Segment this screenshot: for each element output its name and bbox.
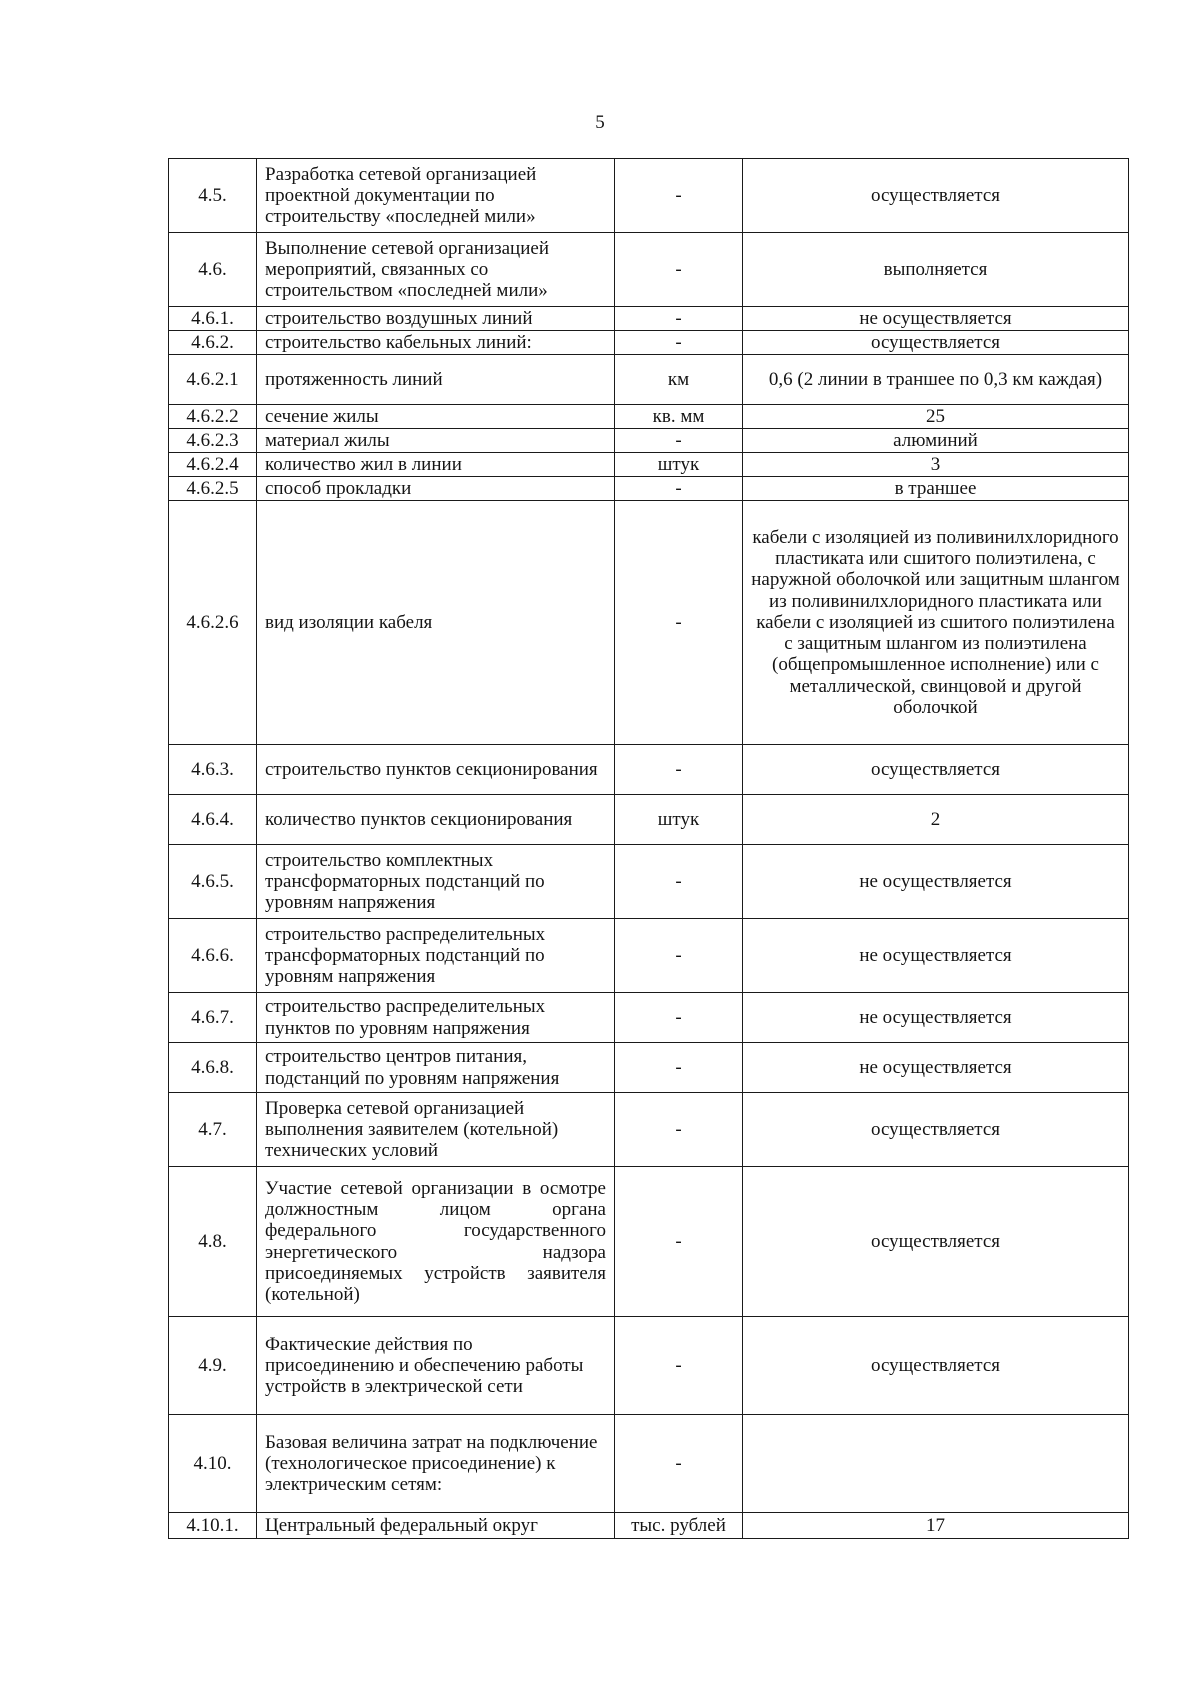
row-value: осуществляется bbox=[743, 159, 1129, 233]
row-number: 4.9. bbox=[169, 1317, 257, 1415]
page-number: 5 bbox=[595, 112, 605, 133]
row-number: 4.6.1. bbox=[169, 307, 257, 331]
row-name: строительство воздушных линий bbox=[257, 307, 615, 331]
row-number: 4.6.2.3 bbox=[169, 429, 257, 453]
row-unit: - bbox=[615, 429, 743, 453]
row-value: осуществляется bbox=[743, 1317, 1129, 1415]
row-value: 3 bbox=[743, 453, 1129, 477]
row-number: 4.6.2.4 bbox=[169, 453, 257, 477]
row-name: материал жилы bbox=[257, 429, 615, 453]
row-unit: км bbox=[615, 355, 743, 405]
table-row bbox=[169, 745, 1129, 795]
row-unit: штук bbox=[615, 453, 743, 477]
table-row bbox=[169, 1415, 1129, 1513]
row-unit: - bbox=[615, 1415, 743, 1513]
row-unit: тыс. рублей bbox=[615, 1513, 743, 1539]
row-name: протяженность линий bbox=[257, 355, 615, 405]
row-number: 4.6.2.6 bbox=[169, 501, 257, 745]
row-unit: - bbox=[615, 745, 743, 795]
table-row bbox=[169, 1167, 1129, 1317]
table-row bbox=[169, 501, 1129, 745]
row-number: 4.6. bbox=[169, 233, 257, 307]
row-value: осуществляется bbox=[743, 331, 1129, 355]
row-number: 4.6.2.1 bbox=[169, 355, 257, 405]
row-value: не осуществляется bbox=[743, 993, 1129, 1043]
table-row bbox=[169, 845, 1129, 919]
row-value: осуществляется bbox=[743, 745, 1129, 795]
row-unit: - bbox=[615, 307, 743, 331]
row-value: выполняется bbox=[743, 233, 1129, 307]
row-number: 4.7. bbox=[169, 1093, 257, 1167]
row-unit: - bbox=[615, 993, 743, 1043]
table-row bbox=[169, 1513, 1129, 1539]
row-number: 4.6.7. bbox=[169, 993, 257, 1043]
table-row bbox=[169, 233, 1129, 307]
row-name: вид изоляции кабеля bbox=[257, 501, 615, 745]
row-name: Базовая величина затрат на подключение (технологическое присоединение) к электрическим сетям: bbox=[257, 1415, 615, 1513]
row-name: строительство центров питания, подстанций по уровням напряжения bbox=[257, 1043, 615, 1093]
row-value: 17 bbox=[743, 1513, 1129, 1539]
row-name: строительство кабельных линий: bbox=[257, 331, 615, 355]
row-name: Проверка сетевой организацией выполнения заявителем (котельной) технических условий bbox=[257, 1093, 615, 1167]
table-row bbox=[169, 1043, 1129, 1093]
row-number: 4.6.8. bbox=[169, 1043, 257, 1093]
row-unit: - bbox=[615, 331, 743, 355]
row-value: 0,6 (2 линии в траншее по 0,3 км каждая) bbox=[743, 355, 1129, 405]
row-value bbox=[743, 1415, 1129, 1513]
row-value: осуществляется bbox=[743, 1167, 1129, 1317]
row-number: 4.6.2.2 bbox=[169, 405, 257, 429]
row-value: 25 bbox=[743, 405, 1129, 429]
row-name: количество пунктов секционирования bbox=[257, 795, 615, 845]
row-name: способ прокладки bbox=[257, 477, 615, 501]
row-number: 4.6.2. bbox=[169, 331, 257, 355]
row-unit: кв. мм bbox=[615, 405, 743, 429]
row-number: 4.8. bbox=[169, 1167, 257, 1317]
row-name: сечение жилы bbox=[257, 405, 615, 429]
row-unit: - bbox=[615, 477, 743, 501]
row-unit: - bbox=[615, 1167, 743, 1317]
row-unit: - bbox=[615, 845, 743, 919]
row-value: алюминий bbox=[743, 429, 1129, 453]
row-number: 4.6.2.5 bbox=[169, 477, 257, 501]
row-number: 4.6.3. bbox=[169, 745, 257, 795]
row-name: Участие сетевой организации в осмотре должностным лицом органа федерального государственного энергетического надзора присоединяемых устройств заявителя (котельной) bbox=[257, 1167, 615, 1317]
row-unit: штук bbox=[615, 795, 743, 845]
row-name: Фактические действия по присоединению и обеспечению работы устройств в электрической сети bbox=[257, 1317, 615, 1415]
row-value: не осуществляется bbox=[743, 1043, 1129, 1093]
requirements-table bbox=[168, 158, 1129, 1539]
row-name: Разработка сетевой организацией проектной документации по строительству «последней мили» bbox=[257, 159, 615, 233]
row-value: кабели с изоляцией из поливинилхлоридного пластиката или сшитого полиэтилена, с наружной оболочкой или защитным шлангом из поливинилхлоридного пластиката или кабели с изоляцией из сшитого полиэтилена с защитным шлангом из полиэтилена (общепромышленное исполнение) или с металлической, свинцовой и другой оболочкой bbox=[743, 501, 1129, 745]
table-row bbox=[169, 355, 1129, 405]
row-name: строительство пунктов секционирования bbox=[257, 745, 615, 795]
row-name: строительство комплектных трансформаторных подстанций по уровням напряжения bbox=[257, 845, 615, 919]
row-name: Центральный федеральный округ bbox=[257, 1513, 615, 1539]
table-row bbox=[169, 405, 1129, 429]
row-number: 4.6.5. bbox=[169, 845, 257, 919]
table-row bbox=[169, 1317, 1129, 1415]
row-value: 2 bbox=[743, 795, 1129, 845]
row-name: строительство распределительных пунктов по уровням напряжения bbox=[257, 993, 615, 1043]
row-number: 4.10.1. bbox=[169, 1513, 257, 1539]
row-value: осуществляется bbox=[743, 1093, 1129, 1167]
row-unit: - bbox=[615, 159, 743, 233]
table-row bbox=[169, 159, 1129, 233]
table-row bbox=[169, 307, 1129, 331]
table-row bbox=[169, 993, 1129, 1043]
row-number: 4.5. bbox=[169, 159, 257, 233]
row-name: строительство распределительных трансформаторных подстанций по уровням напряжения bbox=[257, 919, 615, 993]
table-row bbox=[169, 429, 1129, 453]
table-row bbox=[169, 477, 1129, 501]
table-row bbox=[169, 331, 1129, 355]
table-row bbox=[169, 919, 1129, 993]
row-unit: - bbox=[615, 919, 743, 993]
table-row bbox=[169, 1093, 1129, 1167]
row-unit: - bbox=[615, 501, 743, 745]
row-unit: - bbox=[615, 233, 743, 307]
row-number: 4.6.6. bbox=[169, 919, 257, 993]
row-unit: - bbox=[615, 1317, 743, 1415]
row-value: не осуществляется bbox=[743, 919, 1129, 993]
row-name: количество жил в линии bbox=[257, 453, 615, 477]
table-row bbox=[169, 453, 1129, 477]
row-unit: - bbox=[615, 1093, 743, 1167]
row-number: 4.6.4. bbox=[169, 795, 257, 845]
row-value: в траншее bbox=[743, 477, 1129, 501]
table-row bbox=[169, 795, 1129, 845]
row-unit: - bbox=[615, 1043, 743, 1093]
row-name: Выполнение сетевой организацией мероприятий, связанных со строительством «последней мили» bbox=[257, 233, 615, 307]
row-number: 4.10. bbox=[169, 1415, 257, 1513]
row-value: не осуществляется bbox=[743, 307, 1129, 331]
row-value: не осуществляется bbox=[743, 845, 1129, 919]
